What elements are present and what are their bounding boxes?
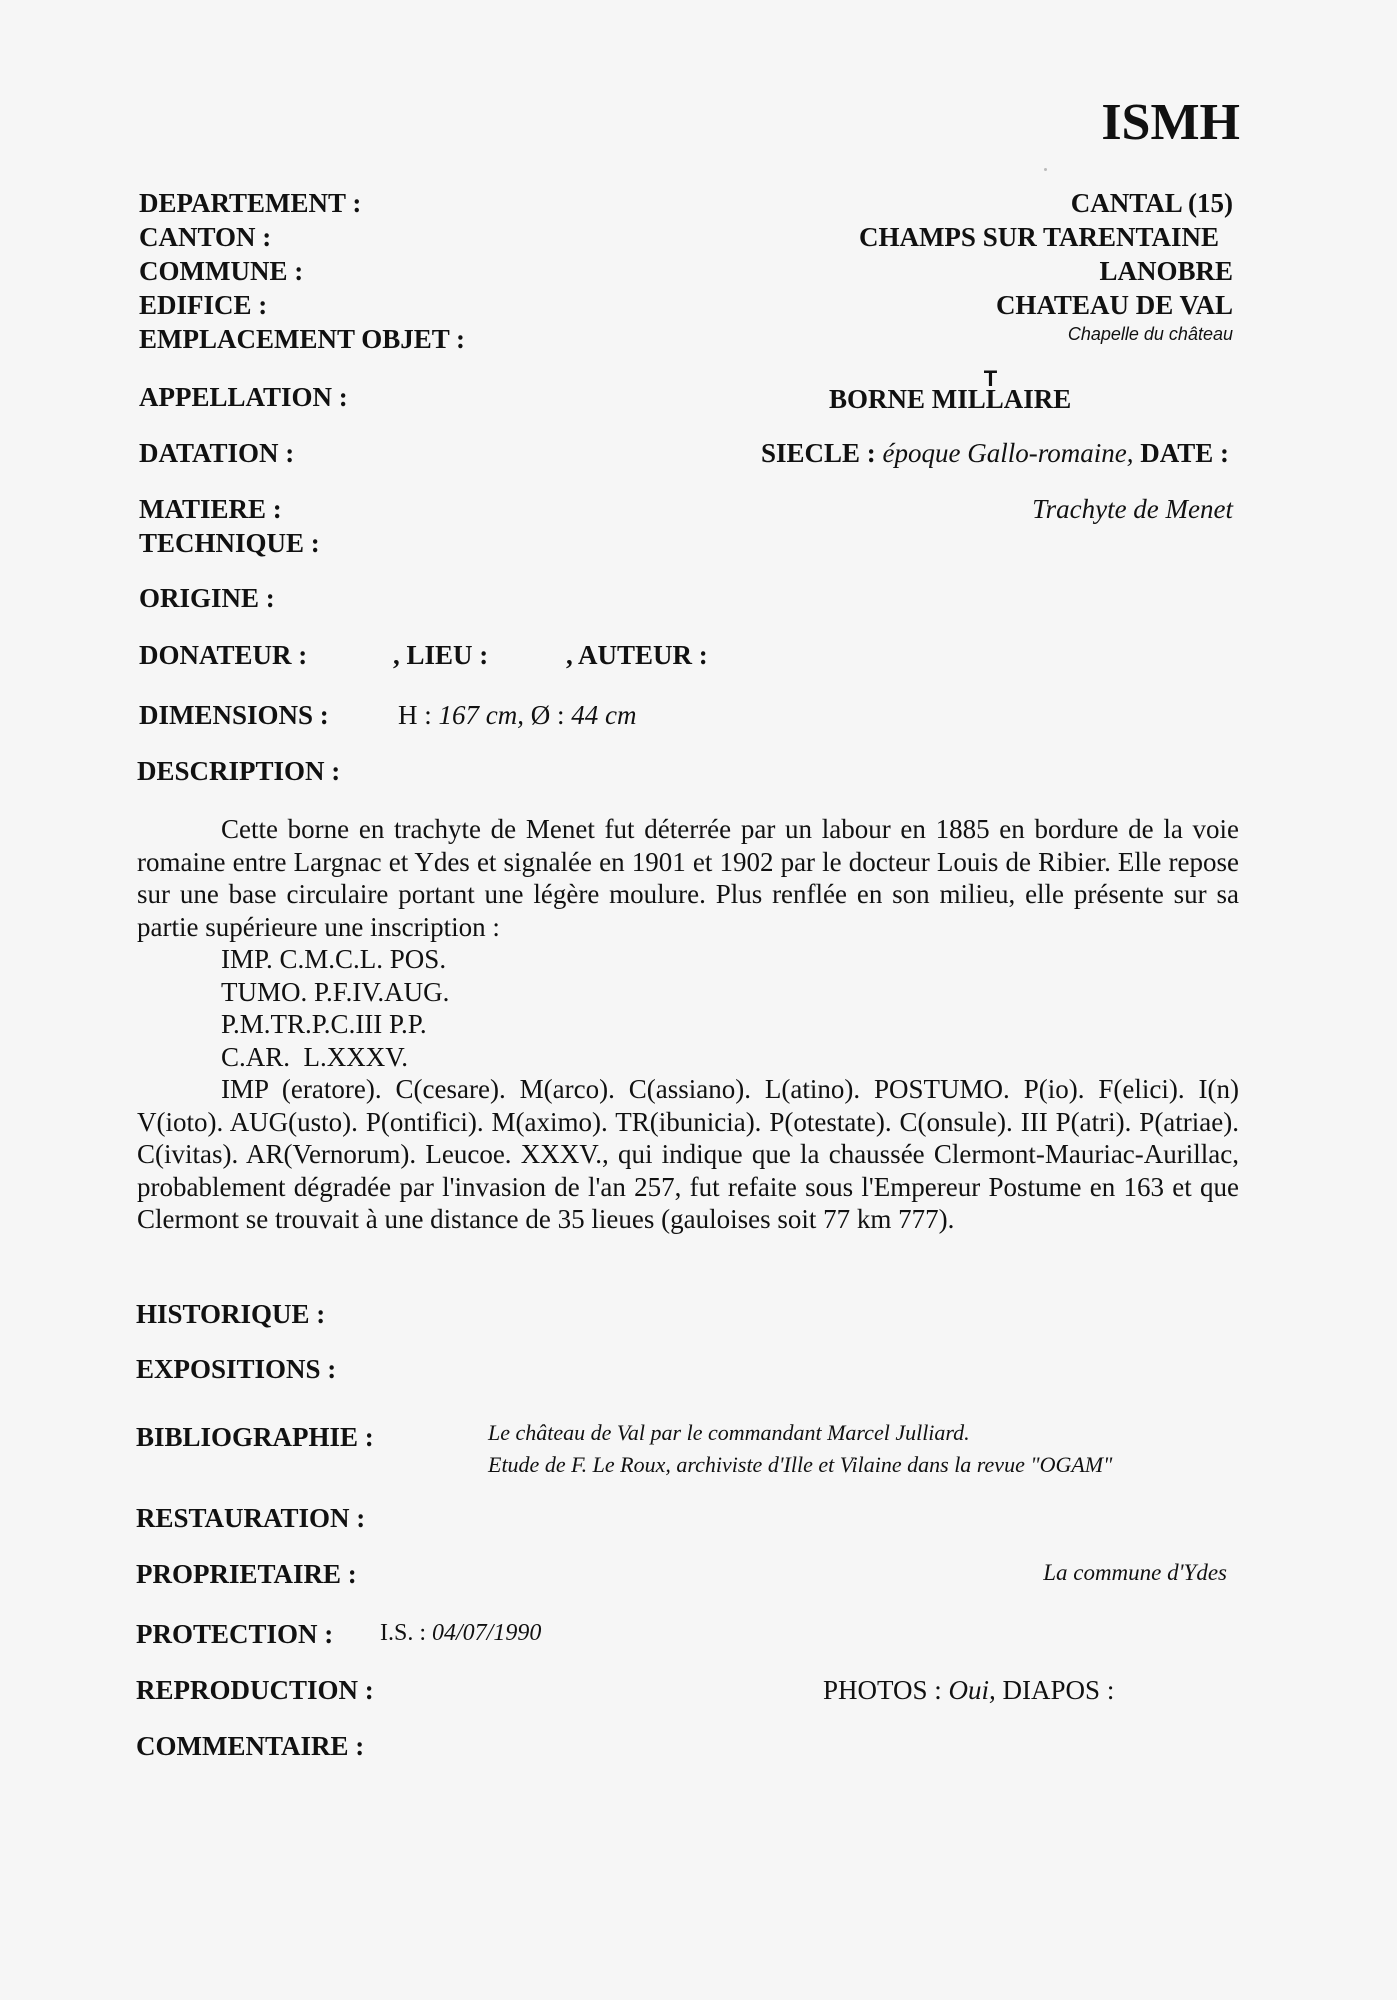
handwritten-correction: T xyxy=(983,366,998,391)
dimensions-label: DIMENSIONS : xyxy=(139,700,329,730)
dimensions-value xyxy=(398,700,636,731)
photos-label: PHOTOS : xyxy=(823,1675,942,1705)
siecle-line xyxy=(761,438,1229,469)
historique-label: HISTORIQUE : xyxy=(136,1299,326,1329)
reproduction-label: REPRODUCTION : xyxy=(136,1675,374,1705)
classification-title: ISMH xyxy=(1101,94,1240,151)
description-paragraph-1: Cette borne en trachyte de Menet fut déterrée par un labour en 1885 en bordure de la voie romaine entre Largnac et Ydes et signalée en 1901 et 1902 par le docteur Louis de Ribier. Elle repose sur une base circulaire portant une légère moulure. Plus renflée en son milieu, elle présente sur sa partie supérieure une inscription : xyxy=(137,814,1239,942)
inscription-block xyxy=(137,943,1239,1073)
matiere-value: Trachyte de Menet xyxy=(1032,494,1233,524)
proprietaire-label: PROPRIETAIRE : xyxy=(136,1559,357,1589)
departement-value: CANTAL (15) xyxy=(1070,188,1233,218)
diapos-label: DIAPOS : xyxy=(1002,1675,1115,1705)
canton-value: CHAMPS SUR TARENTAINE xyxy=(858,222,1219,252)
proprietaire-value: La commune d'Ydes xyxy=(1043,1560,1227,1585)
edifice-label: EDIFICE : xyxy=(139,290,268,320)
appellation-value-part1: BORNE MIL xyxy=(829,384,986,414)
technique-label: TECHNIQUE : xyxy=(139,528,320,558)
matiere-label: MATIERE : xyxy=(139,494,282,524)
appellation-label: APPELLATION : xyxy=(139,382,348,412)
protection-value xyxy=(380,1620,541,1647)
bibliographie-line-2: Etude de F. Le Roux, archiviste d'Ille et Vilaine dans la revue "OGAM" xyxy=(488,1452,1113,1477)
inscription-line: IMP. C.M.C.L. POS. xyxy=(221,944,447,974)
siecle-label: SIECLE : xyxy=(760,438,876,468)
appellation-value-part2: AIRE xyxy=(1003,384,1072,414)
inscription-line: TUMO. P.F.IV.AUG. xyxy=(221,976,450,1007)
departement-label: DEPARTEMENT : xyxy=(139,188,362,218)
siecle-value: époque Gallo-romaine, xyxy=(882,438,1134,468)
commune-label: COMMUNE : xyxy=(139,256,304,286)
expositions-label: EXPOSITIONS : xyxy=(136,1354,337,1384)
scan-speck xyxy=(1044,168,1047,171)
protection-type: I.S. : xyxy=(380,1620,427,1646)
appellation-struck-letter: L xyxy=(985,384,1004,414)
donateur-label: DONATEUR : xyxy=(139,640,308,670)
protection-date: 04/07/1990 xyxy=(432,1620,542,1646)
inscription-line: P.M.TR.P.C.III P.P. xyxy=(221,1009,427,1039)
datation-label: DATATION : xyxy=(139,438,295,468)
bibliographie-label: BIBLIOGRAPHIE : xyxy=(136,1422,374,1452)
photos-value: Oui, xyxy=(948,1675,996,1705)
appellation-corrected-letter xyxy=(983,366,1004,415)
height-label: H : xyxy=(398,700,432,730)
origine-label: ORIGINE : xyxy=(139,583,275,613)
diameter-value: 44 cm xyxy=(571,700,637,730)
protection-label: PROTECTION : xyxy=(136,1619,334,1649)
auteur-label: , AUTEUR : xyxy=(566,640,708,670)
emplacement-label: EMPLACEMENT OBJET : xyxy=(139,324,466,354)
reproduction-value xyxy=(823,1675,1114,1706)
edifice-value: CHATEAU DE VAL xyxy=(995,290,1233,320)
bibliographie-line-1: Le château de Val par le commandant Marcel Julliard. xyxy=(488,1420,970,1445)
date-label: DATE : xyxy=(1140,438,1229,468)
lieu-label: , LIEU : xyxy=(393,640,489,670)
emplacement-value: Chapelle du château xyxy=(1067,324,1233,344)
description-body xyxy=(137,813,1239,1236)
height-value: 167 cm, xyxy=(438,700,524,730)
description-paragraph-2: IMP (eratore). C(cesare). M(arco). C(assiano). L(atino). POSTUMO. P(io). F(elici). I(n) V(ioto). AUG(usto). P(ontifici). M(aximo). TR(ibunicia). P(otestate). C(onsule). III P(atri). P(atriae). C(ivitas). AR(Vernorum). Leucoe. XXXV., qui indique que la chaussée Clermont-Mauriac-Aurillac, probablement dégradée par l'invasion de l'an 257, fut refaite sous l'Empereur Postume en 163 et que Clermont se trouvait à une distance de 35 lieues (gauloises soit 77 km 777). xyxy=(137,1074,1239,1234)
commentaire-label: COMMENTAIRE : xyxy=(136,1731,365,1761)
description-label: DESCRIPTION : xyxy=(137,756,341,786)
commune-value: LANOBRE xyxy=(1099,256,1233,286)
appellation-value xyxy=(829,366,1072,415)
restauration-label: RESTAURATION : xyxy=(136,1503,366,1533)
canton-label: CANTON : xyxy=(139,222,272,252)
inscription-line: C.AR. L.XXXV. xyxy=(221,1041,409,1072)
diameter-label: Ø : xyxy=(530,700,565,730)
